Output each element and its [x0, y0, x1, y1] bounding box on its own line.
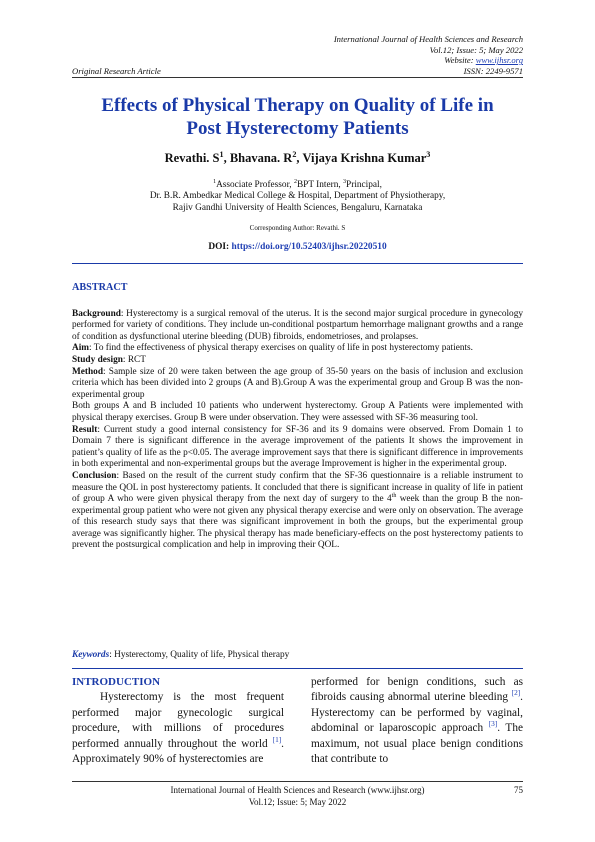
method-text: : Sample size of 20 were taken between the age group of 35-50 years on the basis of inclusion and exclusion criteria which has been divided into 2 groups (A and B).Group A was the experimental group and Group B was the non-experimental group — [72, 366, 523, 400]
title-line-2: Post Hysterectomy Patients — [186, 118, 409, 139]
aim-label: Aim — [72, 343, 90, 354]
abstract-conclusion — [72, 471, 523, 552]
conclusion-text-b: week than the group B the non-experimental group patient who were not given any physical therapy exercise and were only on observation. The average of this research study says that there was significant improvement in both the groups, but the experimental group average was significantly higher. The physical therapy has made beneficiary-effects on the post hysterectomy patients to prevent the postsurgical complication and help in improving their QOL. — [72, 494, 524, 551]
abstract-bottom-rule — [72, 668, 523, 669]
affil-role-1: Associate Professor, — [216, 180, 294, 190]
keywords-line — [72, 650, 523, 660]
intro-paragraph-left — [72, 690, 284, 767]
affiliation-university: Rajiv Gandhi University of Health Sciences, Bengaluru, Karnataka — [172, 202, 423, 213]
citation-2[interactable]: [2] — [511, 688, 521, 698]
intro-text: . Approximately 90% of hysterectomies are — [72, 737, 284, 766]
doi-link[interactable]: https://doi.org/10.52403/ijhsr.20220510 — [231, 242, 387, 252]
journal-issn: ISSN: 2249-9571 — [463, 65, 523, 76]
affiliation-institution: Dr. B.R. Ambedkar Medical College & Hospital, Department of Physiotherapy, — [149, 191, 446, 202]
method-label: Method — [72, 366, 103, 377]
affil-role-2: BPT Intern, — [296, 180, 344, 190]
website-label: Website: — [444, 55, 474, 66]
corresponding-author: Corresponding Author: Revathi. S — [249, 224, 346, 232]
affil-mark-3: 3 — [343, 178, 347, 185]
journal-name: International Journal of Health Sciences and Research — [333, 34, 523, 44]
abstract-block — [72, 282, 523, 552]
citation-1[interactable]: [1] — [272, 734, 282, 744]
author-1: Revathi. S — [164, 151, 220, 165]
keywords-label: Keywords — [72, 650, 110, 660]
keywords-text: : Hysterectomy, Quality of life, Physical therapy — [109, 650, 290, 660]
author-1-mark: 1 — [219, 149, 224, 159]
result-label: Result — [72, 424, 98, 435]
affil-mark-1: 1 — [213, 178, 217, 185]
journal-volume: Vol.12; Issue: 5; May 2022 — [429, 44, 523, 55]
abstract-method-cont: Both groups A and B included 10 patients who underwent hysterectomy. Group A Patients were implemented with physical therapy exercises. Group B were under observation. They were assessed with SF-36 measuring tool. — [72, 401, 523, 423]
abstract-design — [72, 355, 523, 367]
conclusion-text-a: : Based on the result of the current study confirm that the SF-36 questionnaire is a reliable instrument to measure the QOL in post hysterectomy patients. It concluded that there is significant increase in quality of life in patient of group A who were given physical therapy from the next day of surgery to the 4 — [72, 470, 523, 505]
author-3-mark: 3 — [426, 149, 431, 159]
abstract-background — [72, 309, 523, 344]
background-label: Background — [72, 308, 121, 319]
design-label: Study design — [72, 354, 123, 365]
journal-header — [334, 34, 523, 76]
affiliation-roles — [60, 180, 535, 191]
article-title — [60, 94, 535, 140]
abstract-top-rule — [72, 263, 523, 264]
footer-journal: International Journal of Health Sciences and Research (www.ijhsr.org) — [170, 785, 425, 795]
abstract-aim — [72, 343, 523, 355]
intro-text: . Hysterectomy can be performed by vaginal, abdominal or laparoscopic approach — [311, 691, 523, 735]
journal-website — [334, 55, 523, 66]
footer-divider — [72, 781, 523, 782]
abstract-heading: ABSTRACT — [72, 282, 128, 293]
introduction-heading: INTRODUCTION — [72, 676, 161, 688]
intro-text: Hysterectomy is the most frequent performed major gynecologic surgical procedure, with millions of procedures performed annually throughout the world — [72, 691, 284, 750]
design-text: : RCT — [122, 354, 146, 365]
intro-paragraph-right — [311, 675, 523, 767]
affil-role-3: Principal, — [346, 180, 382, 190]
website-link[interactable]: www.ijhsr.org — [475, 55, 523, 66]
intro-text: . The maximum, not usual place benign conditions that contribute to — [311, 722, 523, 766]
author-separator: , — [296, 151, 303, 165]
title-line-1: Effects of Physical Therapy on Quality of Life in — [101, 95, 494, 116]
intro-text: performed for benign conditions, such as fibroids causing abnormal uterine bleeding — [311, 676, 523, 704]
body-column-right — [311, 675, 523, 767]
abstract-method — [72, 367, 523, 402]
abstract-result — [72, 425, 523, 471]
conclusion-sup: th — [391, 493, 397, 499]
background-text: : Hysterectomy is a surgical removal of the uterus. It is the second major surgical procedure in gynecology performed for variety of conditions. They include un-conditional postpartum hemorrhage malignant growths and a range of condition as dysfunctional uterine bleeding (DUB) fibroids, endometrioses, and prolapses. — [72, 308, 523, 342]
affil-mark-2: 2 — [293, 178, 297, 185]
page-footer — [72, 785, 523, 808]
doi-line — [60, 242, 535, 252]
aim-text: : To find the effectiveness of physical therapy exercises on quality of life in post hysterectomy patients. — [89, 343, 473, 354]
doi-label: DOI: — [208, 242, 232, 252]
conclusion-label: Conclusion — [72, 470, 117, 481]
footer-volume: Vol.12; Issue: 5; May 2022 — [248, 796, 347, 807]
page-number: 75 — [514, 785, 523, 795]
citation-3[interactable]: [3] — [488, 719, 498, 729]
author-list — [60, 151, 535, 166]
author-2: Bhavana. R — [229, 151, 293, 165]
author-3: Vijaya Krishna Kumar — [302, 151, 427, 165]
affiliations — [60, 180, 535, 214]
header-divider — [72, 77, 523, 78]
author-2-mark: 2 — [292, 149, 297, 159]
author-separator: , — [223, 151, 230, 165]
body-column-left — [72, 675, 284, 767]
article-type: Original Research Article — [72, 66, 161, 76]
result-text: : Current study a good internal consistency for SF-36 and its 9 domains were observed. From Domain 1 to Domain 7 there is significant difference in the average improvement of the patients It shows the improvement in patient’s quality of life as the p<0.05. The average improvement says that there is significant difference in improvements in both experimental and non-experimental groups but the average Improvement is higher in the experimental group. — [72, 424, 523, 470]
